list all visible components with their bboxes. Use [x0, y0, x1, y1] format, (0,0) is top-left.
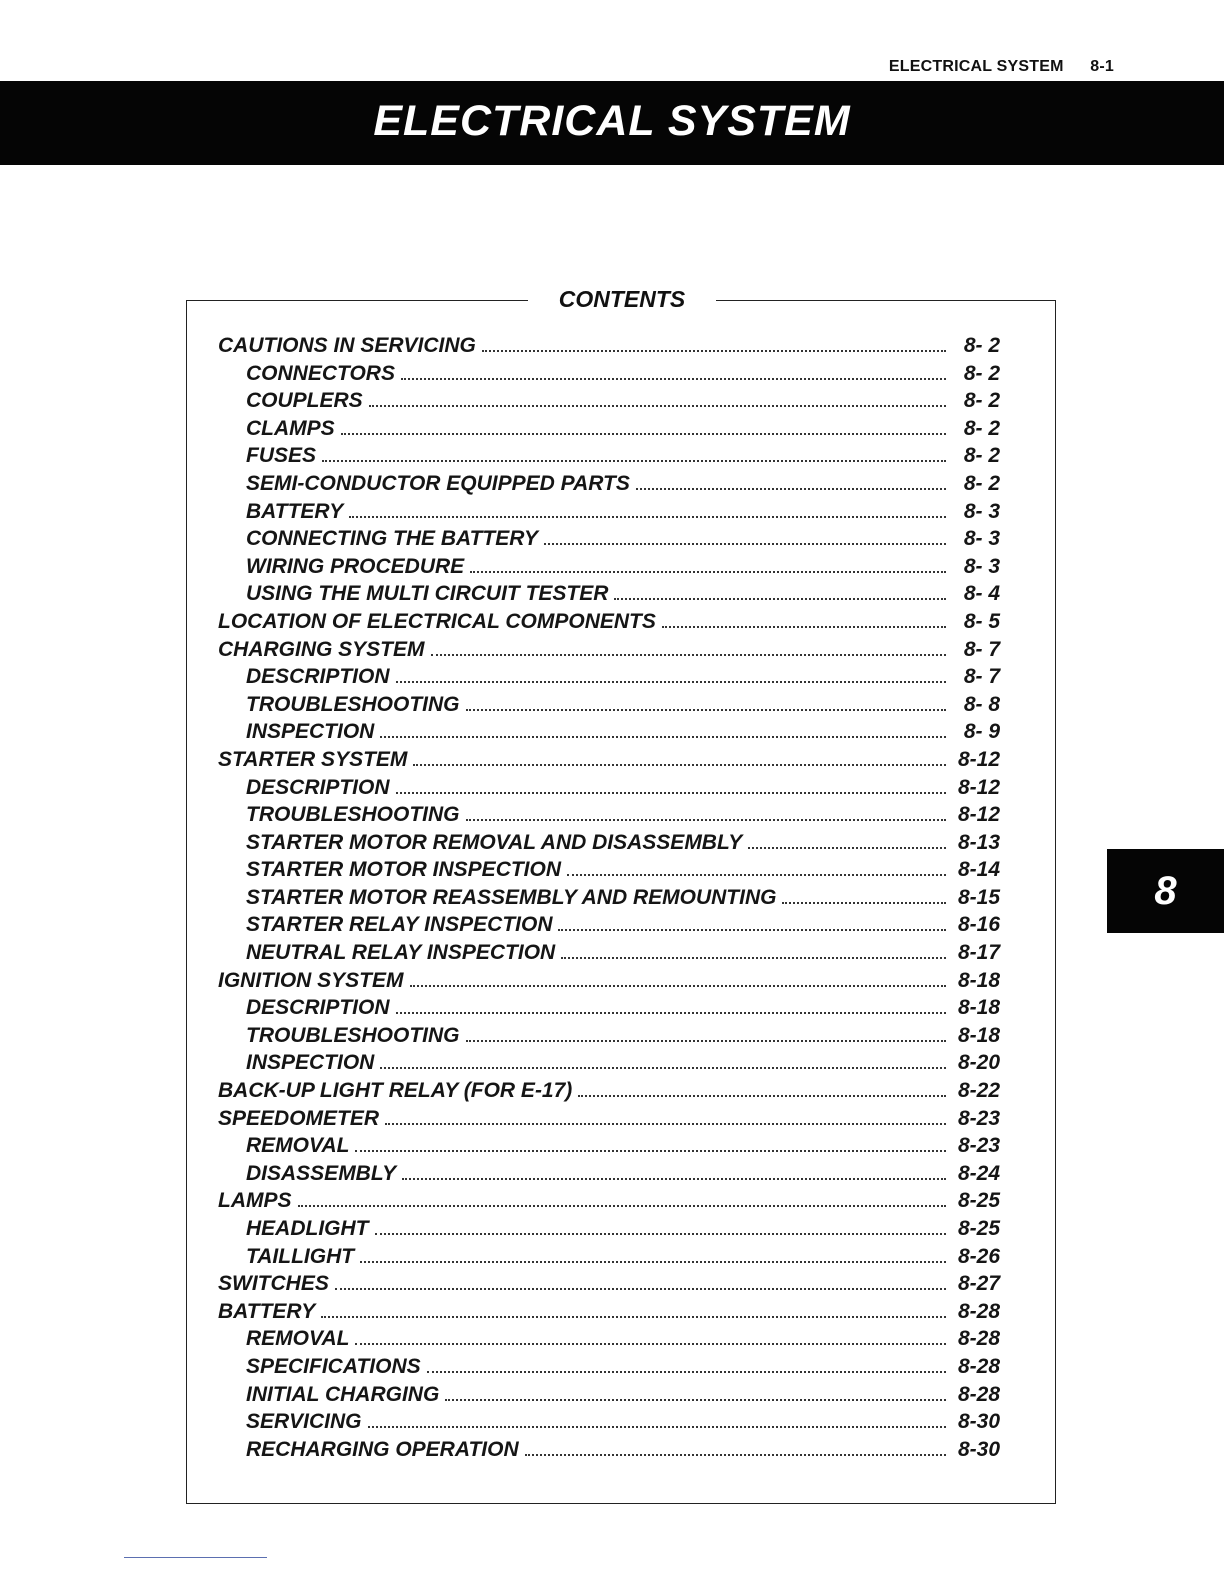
toc-entry-page: 8- 8	[963, 692, 1000, 716]
toc-entry-page: 8-23	[957, 1106, 1000, 1130]
toc-dot-leader	[375, 1233, 947, 1235]
toc-dot-leader	[380, 1067, 946, 1069]
toc-subentry	[218, 913, 1000, 941]
toc-entry	[218, 1107, 1000, 1135]
toc-entry-label: TROUBLESHOOTING	[246, 803, 460, 827]
toc-entry-page: 8- 9	[963, 720, 1000, 744]
toc-entry-label: CONNECTING THE BATTERY	[246, 527, 539, 551]
toc-subentry	[218, 582, 1000, 610]
toc-entry-label: IGNITION SYSTEM	[218, 968, 404, 992]
toc-dot-leader	[410, 985, 946, 987]
toc-entry-label: CHARGING SYSTEM	[218, 637, 425, 661]
toc-entry-label: CLAMPS	[246, 416, 335, 440]
toc-subentry	[218, 1134, 1000, 1162]
toc-subentry	[218, 500, 1000, 528]
toc-entry-label: SPEEDOMETER	[218, 1106, 380, 1130]
contents-heading: CONTENTS	[528, 286, 716, 312]
toc-entry-label: BACK-UP LIGHT RELAY (FOR E-17)	[218, 1079, 573, 1103]
toc-entry-page: 8-15	[957, 885, 1000, 909]
toc-dot-leader	[482, 350, 946, 352]
toc-entry-page: 8-30	[957, 1437, 1000, 1461]
toc-entry-label: STARTER MOTOR REMOVAL AND DISASSEMBLY	[246, 830, 743, 854]
toc-subentry	[218, 858, 1000, 886]
toc-entry-label: SERVICING	[246, 1410, 362, 1434]
toc-entry-page: 8-18	[957, 996, 1000, 1020]
toc-dot-leader	[614, 598, 946, 600]
toc-entry-label: TROUBLESHOOTING	[246, 692, 460, 716]
toc-entry-label: REMOVAL	[246, 1134, 350, 1158]
toc-entry-page: 8-13	[957, 830, 1000, 854]
toc-entry-label: TAILLIGHT	[246, 1244, 355, 1268]
toc-entry-page: 8-28	[957, 1299, 1000, 1323]
page-title: ELECTRICAL SYSTEM	[373, 96, 851, 145]
toc-entry-label: NEUTRAL RELAY INSPECTION	[246, 941, 556, 965]
toc-dot-leader	[662, 626, 946, 628]
toc-subentry	[218, 1327, 1000, 1355]
toc-dot-leader	[470, 571, 946, 573]
toc-entry	[218, 1079, 1000, 1107]
toc-dot-leader	[355, 1343, 946, 1345]
toc-subentry	[218, 1438, 1000, 1466]
toc-entry-label: STARTER RELAY INSPECTION	[246, 913, 553, 937]
toc-entry	[218, 638, 1000, 666]
toc-entry-page: 8-18	[957, 968, 1000, 992]
toc-dot-leader	[341, 433, 946, 435]
toc-subentry	[218, 831, 1000, 859]
toc-subentry	[218, 1051, 1000, 1079]
toc-subentry	[218, 472, 1000, 500]
toc-entry-page: 8-26	[957, 1244, 1000, 1268]
toc-subentry	[218, 996, 1000, 1024]
toc-entry-page: 8-30	[957, 1410, 1000, 1434]
toc-entry	[218, 334, 1000, 362]
toc-entry	[218, 1300, 1000, 1328]
toc-dot-leader	[321, 1316, 946, 1318]
toc-entry-page: 8- 7	[963, 637, 1000, 661]
toc-dot-leader	[525, 1454, 946, 1456]
toc-entry-label: BATTERY	[218, 1299, 316, 1323]
toc-dot-leader	[368, 1426, 946, 1428]
toc-entry-label: COUPLERS	[246, 389, 363, 413]
toc-dot-leader	[636, 488, 946, 490]
toc-entry	[218, 748, 1000, 776]
toc-subentry	[218, 665, 1000, 693]
toc-subentry	[218, 444, 1000, 472]
running-header	[889, 58, 1114, 76]
toc-dot-leader	[567, 874, 946, 876]
toc-dot-leader	[782, 902, 946, 904]
toc-entry-label: SEMI-CONDUCTOR EQUIPPED PARTS	[246, 471, 630, 495]
toc-entry-label: FUSES	[246, 444, 317, 468]
toc-entry-page: 8- 2	[963, 471, 1000, 495]
toc-entry	[218, 1189, 1000, 1217]
running-header-page-number: 8-1	[1090, 58, 1114, 75]
toc-entry-label: STARTER SYSTEM	[218, 747, 408, 771]
toc-subentry	[218, 941, 1000, 969]
toc-dot-leader	[558, 929, 946, 931]
toc-dot-leader	[360, 1261, 946, 1263]
toc-entry-label: DESCRIPTION	[246, 775, 390, 799]
toc-entry-page: 8- 2	[963, 389, 1000, 413]
toc-entry-page: 8- 3	[963, 527, 1000, 551]
toc-subentry	[218, 886, 1000, 914]
toc-entry-label: CONNECTORS	[246, 361, 395, 385]
toc-entry-label: CAUTIONS IN SERVICING	[218, 334, 476, 357]
chapter-tab-number: 8	[1154, 868, 1177, 913]
toc-entry-label: INITIAL CHARGING	[246, 1382, 440, 1406]
toc-entry-label: DESCRIPTION	[246, 665, 390, 689]
toc-entry-page: 8- 4	[963, 582, 1000, 606]
toc-entry-label: LOCATION OF ELECTRICAL COMPONENTS	[218, 609, 656, 633]
toc-entry-label: REMOVAL	[246, 1327, 350, 1351]
toc-dot-leader	[466, 709, 947, 711]
toc-entry-page: 8-22	[957, 1079, 1000, 1103]
toc-entry-label: SPECIFICATIONS	[246, 1354, 421, 1378]
chapter-tab	[1107, 849, 1224, 933]
toc-subentry	[218, 1217, 1000, 1245]
toc-entry-page: 8- 2	[963, 361, 1000, 385]
toc-entry-page: 8- 2	[963, 444, 1000, 468]
toc-subentry	[218, 555, 1000, 583]
toc-dot-leader	[402, 1178, 946, 1180]
toc-dot-leader	[396, 681, 946, 683]
toc-dot-leader	[369, 405, 946, 407]
footer-rule	[124, 1557, 267, 1558]
toc-entry-page: 8-28	[957, 1354, 1000, 1378]
toc-entry-page: 8-16	[957, 913, 1000, 937]
toc-entry-page: 8-12	[957, 747, 1000, 771]
toc-dot-leader	[335, 1288, 946, 1290]
toc-subentry	[218, 1410, 1000, 1438]
toc-entry-page: 8-25	[957, 1189, 1000, 1213]
toc-entry	[218, 1272, 1000, 1300]
toc-dot-leader	[401, 378, 946, 380]
toc-entry-page: 8- 5	[963, 609, 1000, 633]
toc-entry-page: 8- 3	[963, 499, 1000, 523]
toc-subentry	[218, 803, 1000, 831]
toc-subentry	[218, 389, 1000, 417]
toc-dot-leader	[322, 460, 946, 462]
toc-entry-label: WIRING PROCEDURE	[246, 554, 465, 578]
toc-dot-leader	[427, 1371, 946, 1373]
toc-entry-label: BATTERY	[246, 499, 344, 523]
toc-entry-page: 8-28	[957, 1327, 1000, 1351]
toc-entry-page: 8-12	[957, 775, 1000, 799]
toc-dot-leader	[544, 543, 946, 545]
toc-entry	[218, 610, 1000, 638]
toc-entry-label: STARTER MOTOR INSPECTION	[246, 858, 562, 882]
toc-entry-label: SWITCHES	[218, 1272, 329, 1296]
toc-subentry	[218, 1355, 1000, 1383]
toc-dot-leader	[385, 1123, 946, 1125]
toc-entry-label: LAMPS	[218, 1189, 292, 1213]
toc-entry-page: 8-28	[957, 1382, 1000, 1406]
toc-subentry	[218, 362, 1000, 390]
toc-dot-leader	[748, 847, 946, 849]
running-header-section: ELECTRICAL SYSTEM	[888, 58, 1064, 75]
toc-entry-page: 8-24	[957, 1161, 1000, 1185]
toc-entry-label: INSPECTION	[246, 1051, 375, 1075]
toc-entry-page: 8-12	[957, 803, 1000, 827]
toc-entry-page: 8-23	[957, 1134, 1000, 1158]
toc-entry-label: RECHARGING OPERATION	[246, 1437, 519, 1461]
toc-subentry	[218, 693, 1000, 721]
toc-entry-page: 8-14	[957, 858, 1000, 882]
toc-entry	[218, 969, 1000, 997]
toc-dot-leader	[413, 764, 946, 766]
toc-entry-page: 8- 2	[963, 416, 1000, 440]
toc-dot-leader	[396, 792, 946, 794]
toc-subentry	[218, 1024, 1000, 1052]
table-of-contents	[218, 334, 1000, 1465]
toc-dot-leader	[396, 1012, 946, 1014]
toc-entry-page: 8- 2	[963, 334, 1000, 357]
toc-dot-leader	[578, 1095, 946, 1097]
toc-entry-label: DESCRIPTION	[246, 996, 390, 1020]
toc-dot-leader	[445, 1399, 946, 1401]
toc-entry-page: 8- 7	[963, 665, 1000, 689]
toc-dot-leader	[561, 957, 946, 959]
toc-entry-page: 8-20	[957, 1051, 1000, 1075]
toc-entry-label: STARTER MOTOR REASSEMBLY AND REMOUNTING	[246, 885, 777, 909]
toc-dot-leader	[466, 819, 947, 821]
title-bar	[0, 81, 1224, 165]
toc-entry-page: 8- 3	[963, 554, 1000, 578]
toc-dot-leader	[431, 654, 946, 656]
toc-subentry	[218, 1383, 1000, 1411]
toc-dot-leader	[298, 1205, 947, 1207]
toc-subentry	[218, 1245, 1000, 1273]
toc-subentry	[218, 720, 1000, 748]
toc-dot-leader	[349, 516, 946, 518]
toc-entry-label: DISASSEMBLY	[246, 1161, 397, 1185]
toc-entry-label: INSPECTION	[246, 720, 375, 744]
toc-subentry	[218, 1162, 1000, 1190]
toc-subentry	[218, 417, 1000, 445]
toc-entry-label: TROUBLESHOOTING	[246, 1023, 460, 1047]
toc-entry-page: 8-27	[957, 1272, 1000, 1296]
toc-dot-leader	[466, 1040, 947, 1042]
toc-entry-page: 8-17	[957, 941, 1000, 965]
toc-entry-label: USING THE MULTI CIRCUIT TESTER	[246, 582, 609, 606]
toc-dot-leader	[380, 736, 946, 738]
toc-entry-page: 8-18	[957, 1023, 1000, 1047]
toc-subentry	[218, 776, 1000, 804]
toc-dot-leader	[355, 1150, 946, 1152]
toc-entry-page: 8-25	[957, 1217, 1000, 1240]
toc-entry-label: HEADLIGHT	[246, 1217, 369, 1240]
toc-subentry	[218, 527, 1000, 555]
